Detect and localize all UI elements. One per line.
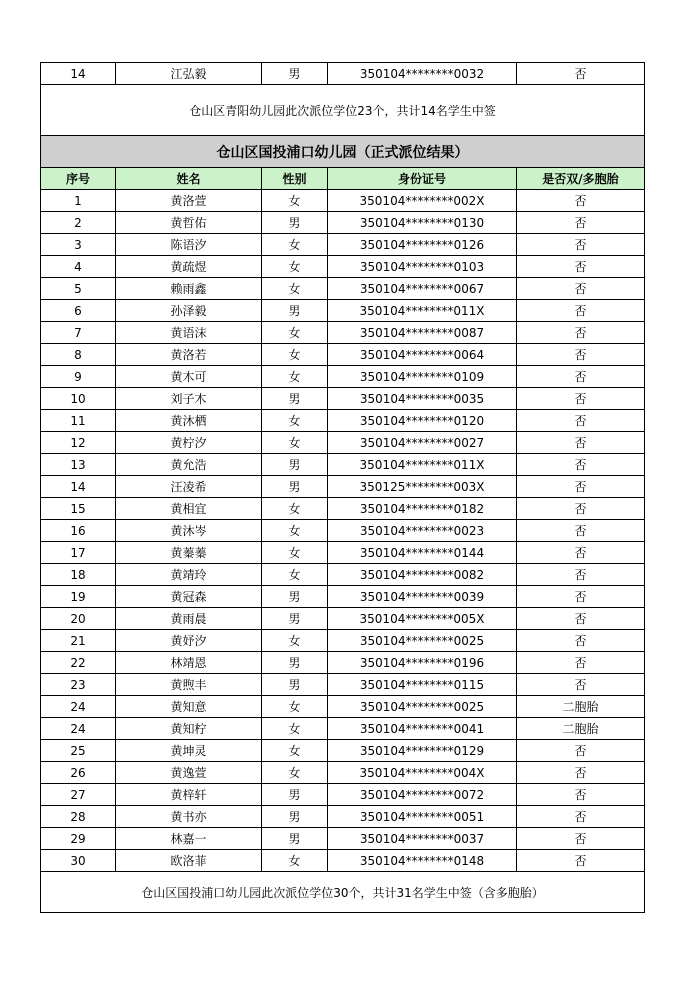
cell-no: 6 [41,300,116,322]
cell-twin: 否 [517,432,645,454]
cell-name: 江弘毅 [116,63,262,85]
cell-name: 黄哲佑 [116,212,262,234]
table-row [41,718,645,740]
table-row [41,740,645,762]
cell-gender: 女 [262,740,328,762]
cell-no: 23 [41,674,116,696]
cell-twin: 否 [517,608,645,630]
cell-no: 11 [41,410,116,432]
cell-id: 350104********011X [328,300,517,322]
cell-id: 350104********0067 [328,278,517,300]
table-row [41,564,645,586]
cell-gender: 男 [262,608,328,630]
cell-twin: 否 [517,256,645,278]
cell-twin: 否 [517,740,645,762]
cell-id: 350104********011X [328,454,517,476]
cell-id: 350104********0120 [328,410,517,432]
table-row [41,190,645,212]
cell-name: 黄柠汐 [116,432,262,454]
cell-gender: 男 [262,652,328,674]
cell-name: 黄坤灵 [116,740,262,762]
cell-name: 赖雨鑫 [116,278,262,300]
header-twin: 是否双/多胞胎 [517,168,645,190]
cell-gender: 女 [262,718,328,740]
cell-name: 黄冠森 [116,586,262,608]
cell-gender: 男 [262,784,328,806]
section-title: 仓山区国投浦口幼儿园（正式派位结果） [41,136,645,168]
cell-name: 黄靖玲 [116,564,262,586]
table-row [41,300,645,322]
table-row [41,344,645,366]
cell-id: 350104********0072 [328,784,517,806]
cell-no: 14 [41,476,116,498]
cell-no: 30 [41,850,116,872]
cell-twin: 否 [517,322,645,344]
cell-gender: 男 [262,300,328,322]
cell-id: 350104********002X [328,190,517,212]
cell-gender: 女 [262,322,328,344]
cell-no: 16 [41,520,116,542]
cell-no: 20 [41,608,116,630]
table-row [41,828,645,850]
table-row [41,476,645,498]
cell-gender: 女 [262,256,328,278]
cell-no: 24 [41,696,116,718]
header-row [41,168,645,190]
cell-no: 10 [41,388,116,410]
table-row [41,212,645,234]
cell-gender: 女 [262,762,328,784]
cell-gender: 男 [262,454,328,476]
cell-id: 350104********004X [328,762,517,784]
cell-name: 黄沐栖 [116,410,262,432]
table-row [41,366,645,388]
table-row [41,696,645,718]
cell-no: 25 [41,740,116,762]
cell-twin: 否 [517,366,645,388]
cell-gender: 男 [262,806,328,828]
table-row [41,322,645,344]
table-row [41,498,645,520]
prev-section-last-row [41,63,645,85]
cell-no: 18 [41,564,116,586]
cell-no: 7 [41,322,116,344]
cell-no: 4 [41,256,116,278]
cell-no: 9 [41,366,116,388]
table-row [41,630,645,652]
header-gender: 性别 [262,168,328,190]
header-no: 序号 [41,168,116,190]
cell-id: 350104********0130 [328,212,517,234]
cell-no: 26 [41,762,116,784]
cell-gender: 女 [262,410,328,432]
cell-gender: 男 [262,63,328,85]
table-row [41,806,645,828]
table-row [41,850,645,872]
cell-twin: 否 [517,828,645,850]
table-row [41,454,645,476]
cell-name: 黄书亦 [116,806,262,828]
cell-no: 15 [41,498,116,520]
cell-twin: 否 [517,344,645,366]
cell-name: 黄语沫 [116,322,262,344]
cell-name: 黄知意 [116,696,262,718]
table-row [41,410,645,432]
cell-twin: 否 [517,806,645,828]
cell-id: 350104********0182 [328,498,517,520]
cell-gender: 女 [262,432,328,454]
cell-twin: 否 [517,454,645,476]
cell-gender: 女 [262,278,328,300]
cell-name: 黄洛若 [116,344,262,366]
cell-gender: 男 [262,212,328,234]
table-row [41,784,645,806]
cell-id: 350104********0035 [328,388,517,410]
cell-twin: 否 [517,212,645,234]
cell-name: 黄逸萱 [116,762,262,784]
cell-name: 欧洛菲 [116,850,262,872]
cell-twin: 否 [517,630,645,652]
cell-name: 孙泽毅 [116,300,262,322]
prev-section-summary-row [41,85,645,136]
cell-id: 350104********0032 [328,63,517,85]
cell-id: 350104********0148 [328,850,517,872]
table-row [41,432,645,454]
cell-twin: 否 [517,410,645,432]
cell-name: 黄疏煜 [116,256,262,278]
cell-twin: 否 [517,388,645,410]
cell-twin: 否 [517,652,645,674]
cell-twin: 否 [517,674,645,696]
table-row [41,674,645,696]
cell-id: 350104********0103 [328,256,517,278]
cell-no: 21 [41,630,116,652]
cell-id: 350104********0087 [328,322,517,344]
cell-name: 黄雨晨 [116,608,262,630]
cell-name: 黄知柠 [116,718,262,740]
cell-gender: 女 [262,542,328,564]
table-row [41,608,645,630]
cell-name: 陈语汐 [116,234,262,256]
cell-id: 350104********0025 [328,696,517,718]
cell-gender: 男 [262,388,328,410]
cell-name: 黄允浩 [116,454,262,476]
section-summary: 仓山区国投浦口幼儿园此次派位学位30个，共计31名学生中签（含多胞胎） [41,872,645,913]
table-row [41,762,645,784]
cell-id: 350104********0051 [328,806,517,828]
cell-name: 林靖恩 [116,652,262,674]
cell-twin: 否 [517,542,645,564]
cell-id: 350104********0027 [328,432,517,454]
cell-twin: 否 [517,784,645,806]
cell-twin: 否 [517,762,645,784]
cell-id: 350104********0023 [328,520,517,542]
cell-id: 350104********0037 [328,828,517,850]
header-id: 身份证号 [328,168,517,190]
cell-no: 17 [41,542,116,564]
cell-twin: 否 [517,278,645,300]
table-row [41,520,645,542]
table-row [41,652,645,674]
cell-no: 12 [41,432,116,454]
cell-no: 5 [41,278,116,300]
cell-gender: 女 [262,850,328,872]
cell-no: 19 [41,586,116,608]
cell-id: 350104********0025 [328,630,517,652]
table-row [41,256,645,278]
cell-id: 350104********0082 [328,564,517,586]
cell-twin: 否 [517,586,645,608]
cell-id: 350104********0126 [328,234,517,256]
cell-no: 27 [41,784,116,806]
cell-no: 29 [41,828,116,850]
cell-gender: 男 [262,674,328,696]
cell-id: 350104********0039 [328,586,517,608]
cell-name: 黄木可 [116,366,262,388]
table-row [41,234,645,256]
cell-gender: 女 [262,630,328,652]
cell-no: 2 [41,212,116,234]
cell-name: 刘子木 [116,388,262,410]
cell-twin: 否 [517,520,645,542]
cell-name: 黄相宜 [116,498,262,520]
table-row [41,278,645,300]
header-name: 姓名 [116,168,262,190]
cell-no: 24 [41,718,116,740]
cell-gender: 女 [262,190,328,212]
cell-gender: 女 [262,234,328,256]
cell-name: 黄洛萱 [116,190,262,212]
cell-name: 黄煦丰 [116,674,262,696]
cell-id: 350104********0041 [328,718,517,740]
cell-name: 黄蓁蓁 [116,542,262,564]
cell-twin: 否 [517,498,645,520]
cell-no: 14 [41,63,116,85]
section-summary-row [41,872,645,913]
cell-id: 350104********0115 [328,674,517,696]
cell-twin: 二胞胎 [517,696,645,718]
cell-twin: 否 [517,476,645,498]
cell-no: 1 [41,190,116,212]
cell-no: 13 [41,454,116,476]
section-title-row [41,136,645,168]
cell-no: 8 [41,344,116,366]
prev-section-summary: 仓山区青阳幼儿园此次派位学位23个，共计14名学生中签 [41,85,645,136]
cell-id: 350104********0144 [328,542,517,564]
table-row [41,586,645,608]
cell-id: 350104********0109 [328,366,517,388]
cell-no: 22 [41,652,116,674]
results-table [40,62,645,913]
cell-gender: 男 [262,476,328,498]
cell-name: 黄妤汐 [116,630,262,652]
cell-id: 350104********0129 [328,740,517,762]
cell-gender: 女 [262,344,328,366]
cell-twin: 否 [517,190,645,212]
cell-gender: 女 [262,366,328,388]
cell-twin: 否 [517,850,645,872]
cell-twin: 否 [517,564,645,586]
cell-no: 3 [41,234,116,256]
cell-name: 林嘉一 [116,828,262,850]
cell-gender: 女 [262,696,328,718]
cell-twin: 否 [517,63,645,85]
results-sheet [40,62,644,913]
cell-gender: 女 [262,520,328,542]
cell-name: 汪凌希 [116,476,262,498]
cell-gender: 女 [262,564,328,586]
cell-twin: 二胞胎 [517,718,645,740]
cell-name: 黄沐岑 [116,520,262,542]
table-row [41,542,645,564]
cell-id: 350104********0064 [328,344,517,366]
cell-twin: 否 [517,234,645,256]
cell-no: 28 [41,806,116,828]
cell-gender: 男 [262,828,328,850]
cell-id: 350104********005X [328,608,517,630]
cell-id: 350104********0196 [328,652,517,674]
table-row [41,388,645,410]
cell-twin: 否 [517,300,645,322]
cell-id: 350125********003X [328,476,517,498]
cell-gender: 女 [262,498,328,520]
cell-name: 黄梓轩 [116,784,262,806]
cell-gender: 男 [262,586,328,608]
